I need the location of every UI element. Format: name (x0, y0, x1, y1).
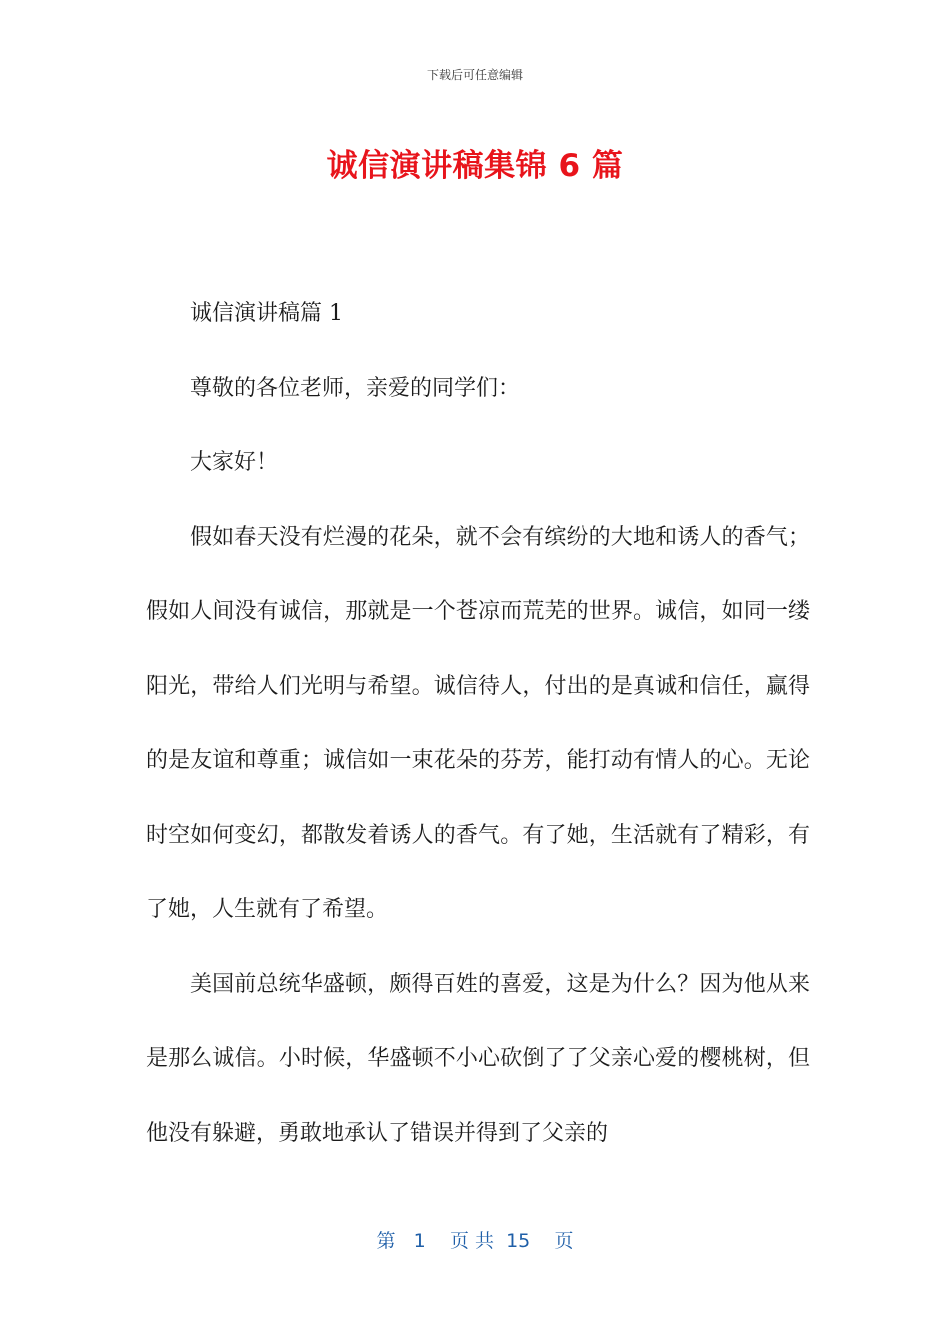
footer-total-pages: 15 (506, 1230, 531, 1252)
footer-middle: 页 共 (449, 1230, 494, 1252)
body-paragraph: 假如春天没有烂漫的花朵，就不会有缤纷的大地和诱人的香气；假如人间没有诚信，那就是一个苍凉而荒芜的世界。诚信，如同一缕阳光，带给人们光明与希望。诚信待人，付出的是真诚和信任，赢得的是友谊和尊重；诚信如一束花朵的芬芳，能打动有情人的心。无论时空如何变幻，都散发着诱人的香气。有了她，生活就有了精彩，有了她，人生就有了希望。 (146, 524, 810, 922)
document-title: 诚信演讲稿集锦 6 篇 (326, 148, 624, 184)
footer-suffix: 页 (554, 1230, 574, 1252)
footer-prefix: 第 (376, 1230, 396, 1252)
page-footer (0, 1226, 950, 1253)
salutation: 尊敬的各位老师，亲爱的同学们： (190, 375, 521, 401)
header-note: 下载后可任意编辑 (426, 68, 523, 82)
document-body (146, 277, 810, 1171)
footer-page-number: 1 (413, 1230, 426, 1252)
section-heading: 诚信演讲稿篇 1 (190, 301, 343, 326)
greeting: 大家好！ (190, 450, 279, 475)
body-paragraph: 美国前总统华盛顿，颇得百姓的喜爱，这是为什么？因为他从来是那么诚信。小时候，华盛顿不小心砍倒了了父亲心爱的樱桃树，但他没有躲避，勇敢地承认了错误并得到了父亲的 (146, 971, 810, 1146)
